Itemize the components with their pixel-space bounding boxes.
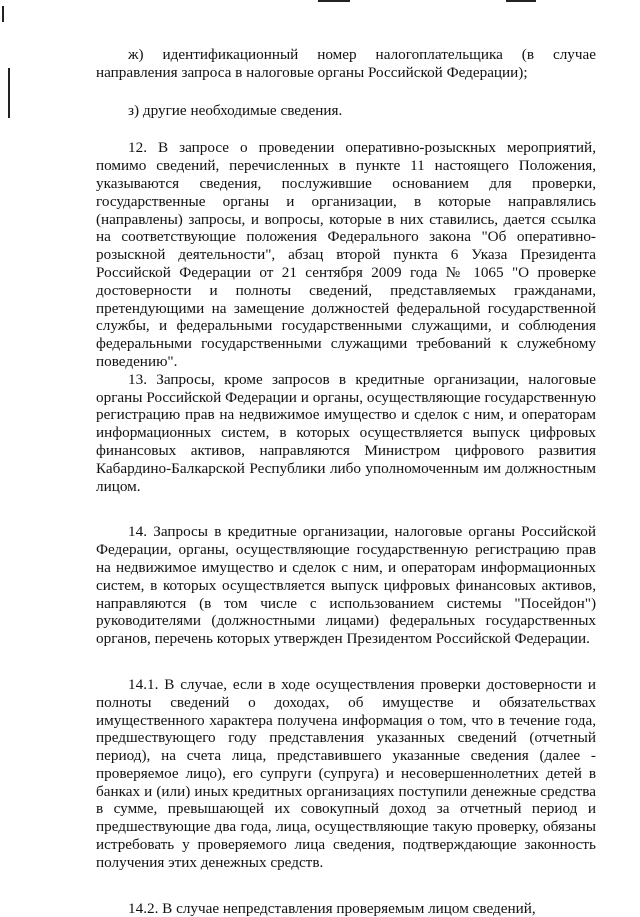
- paragraph-14-1: 14.1. В случае, если в ходе осуществления проверки достоверности и полноты сведений о доходах, об имуществе и обязательствах имущественного характера получена информация о том, что в течение года, предшествующего году представления указанных сведений (отчетный период), на счета лица, представившего указанные сведения (далее - проверяемое лицо), его супруги (супруга) и несовершеннолетних детей в банках и (или) иных кредитных организациях поступили денежные средства в сумме, превышающей их совокупный доход за отчетный период и предшествующие два года, лица, осуществляющие такую проверку, обязаны истребовать у проверяемого лица сведения, подтверждающие законность получения этих денежных средств.: [96, 675, 596, 871]
- scan-artifact: [2, 6, 4, 22]
- scan-artifact: [506, 0, 536, 2]
- paragraph-item-zh: ж) идентификационный номер налогоплательщика (в случае направления запроса в налоговые органы Российской Федерации);: [96, 46, 596, 81]
- scan-artifact: [318, 0, 350, 2]
- document-page: [96, 46, 596, 917]
- paragraph-14-2: 14.2. В случае непредставления проверяемым лицом сведений,: [128, 899, 536, 917]
- paragraph-14: 14. Запросы в кредитные организации, налоговые органы Российской Федерации, органы, осуществляющие государственную регистрацию прав на недвижимое имущество и сделок с ним, и операторам информационных систем, в которых осуществляется выпуск цифровых финансовых активов, направляются (в том числе с использованием системы "Посейдон") руководителями (должностными лицами) федеральных государственных органов, перечень которых утвержден Президентом Российской Федерации.: [96, 523, 596, 648]
- paragraph-item-z: з) другие необходимые сведения.: [128, 101, 343, 119]
- paragraph-12: 12. В запросе о проведении оперативно-розыскных мероприятий, помимо сведений, перечисленных в пункте 11 настоящего Положения, указываются сведения, послужившие основанием для проверки, государственные органы и организации, в которые направлялись (направлены) запросы, и вопросы, которые в них ставились, дается ссылка на соответствующие положения Федерального закона "Об оперативно-розыскной деятельности", абзац второй пункта 6 Указа Президента Российской Федерации от 21 сентября 2009 года № 1065 "О проверке достоверности и полноты сведений, представляемых гражданами, претендующими на замещение должностей федеральной государственной службы, и федеральными государственными служащими, и соблюдения федеральными государственными служащими требований к служебному поведению".: [96, 139, 596, 370]
- paragraph-13: 13. Запросы, кроме запросов в кредитные организации, налоговые органы Российской Федерации и органы, осуществляющие государственную регистрацию прав на недвижимое имущество и сделок с ним, и операторам информационных систем, в которых осуществляется выпуск цифровых финансовых активов, направляются Министром цифрового развития Кабардино-Балкарской Республики либо уполномоченным им должностным лицом.: [96, 370, 596, 495]
- scan-artifact: [8, 68, 10, 118]
